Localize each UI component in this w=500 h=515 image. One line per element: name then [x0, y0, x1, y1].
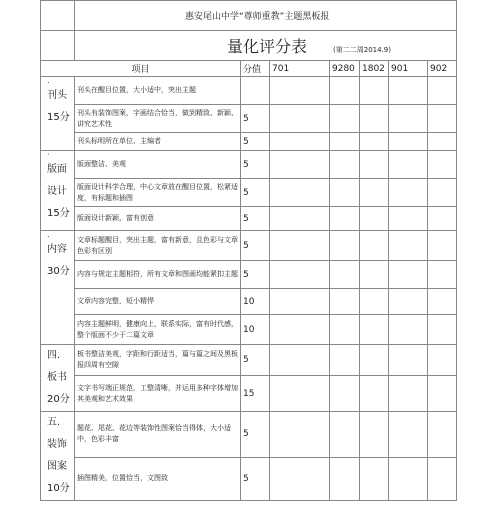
criteria-text: 内容主题鲜明，健康向上，联系实际，富有时代感，整个版面不少于二篇文章 — [75, 315, 241, 345]
criteria-text: 文字书写端正规范，工整清晰，并运用多种字体增加其美观和艺术效果 — [75, 376, 241, 412]
score-entry-cell[interactable] — [428, 207, 457, 231]
score-entry-cell[interactable] — [270, 412, 330, 458]
category-label: 五. — [47, 417, 61, 428]
criteria-row — [41, 231, 457, 261]
max-score: 10 — [241, 315, 270, 345]
column-header-class: 9280 — [330, 61, 360, 77]
score-entry-cell[interactable] — [270, 345, 330, 376]
column-header-class: 701 — [270, 61, 330, 77]
period-date: (第二二周2014.9) — [333, 46, 391, 54]
criteria-row — [41, 457, 457, 500]
max-score: 5 — [241, 207, 270, 231]
max-score: 5 — [241, 261, 270, 289]
category-label: 15分 — [47, 208, 70, 219]
score-entry-cell[interactable] — [389, 231, 428, 261]
score-entry-cell[interactable] — [360, 315, 389, 345]
column-header-class: 1802 — [360, 61, 389, 77]
score-entry-cell[interactable] — [360, 289, 389, 315]
category-label: · — [47, 150, 50, 159]
category-cell — [41, 151, 75, 231]
column-header-score: 分值 — [241, 61, 270, 77]
score-entry-cell[interactable] — [428, 412, 457, 458]
score-entry-cell[interactable] — [330, 179, 360, 207]
criteria-row — [41, 412, 457, 458]
category-label: 装饰 — [47, 439, 67, 450]
max-score: 5 — [241, 412, 270, 458]
score-entry-cell[interactable] — [270, 105, 330, 133]
score-entry-cell[interactable] — [360, 151, 389, 179]
score-entry-cell[interactable] — [428, 376, 457, 412]
score-entry-cell[interactable] — [330, 376, 360, 412]
score-entry-cell[interactable] — [360, 105, 389, 133]
score-entry-cell[interactable] — [428, 77, 457, 105]
score-entry-cell[interactable] — [330, 345, 360, 376]
score-entry-cell[interactable] — [428, 105, 457, 133]
category-cell — [41, 412, 75, 501]
score-entry-cell[interactable] — [270, 133, 330, 151]
category-label: 30分 — [47, 266, 70, 277]
column-header-item: 项目 — [41, 61, 241, 77]
score-entry-cell[interactable] — [270, 207, 330, 231]
category-label: 刊头 — [47, 90, 67, 101]
criteria-row — [41, 315, 457, 345]
score-entry-cell[interactable] — [360, 376, 389, 412]
criteria-row — [41, 261, 457, 289]
score-entry-cell[interactable] — [389, 133, 428, 151]
column-header-class: 901 — [389, 61, 428, 77]
score-entry-cell[interactable] — [360, 77, 389, 105]
category-cell — [41, 345, 75, 412]
criteria-text: 版面整洁、美观 — [75, 151, 241, 179]
scoring-table — [40, 0, 457, 501]
score-entry-cell[interactable] — [360, 179, 389, 207]
criteria-text: 版面设计科学合理，中心文章放在醒目位置，松紧适度，有标题和插图 — [75, 179, 241, 207]
category-label: 15分 — [47, 112, 70, 123]
score-entry-cell[interactable] — [270, 261, 330, 289]
score-entry-cell[interactable] — [389, 179, 428, 207]
max-score: 5 — [241, 151, 270, 179]
form-title: 量化评分表 — [227, 37, 308, 56]
category-label: 版面 — [47, 164, 67, 175]
score-entry-cell[interactable] — [270, 77, 330, 105]
criteria-text: 刊头在醒目位置，大小适中，突出主题 — [75, 77, 241, 105]
score-entry-cell[interactable] — [330, 133, 360, 151]
score-entry-cell[interactable] — [270, 179, 330, 207]
criteria-row — [41, 207, 457, 231]
score-entry-cell[interactable] — [330, 289, 360, 315]
score-entry-cell[interactable] — [428, 457, 457, 500]
max-score: 5 — [241, 105, 270, 133]
score-entry-cell[interactable] — [360, 231, 389, 261]
score-entry-cell[interactable] — [360, 345, 389, 376]
max-score: 5 — [241, 179, 270, 207]
score-entry-cell[interactable] — [389, 77, 428, 105]
score-entry-cell[interactable] — [360, 133, 389, 151]
category-label: 四. — [47, 350, 61, 361]
score-entry-cell[interactable] — [270, 231, 330, 261]
score-entry-cell[interactable] — [389, 412, 428, 458]
category-label: . — [47, 230, 50, 239]
max-score: 5 — [241, 345, 270, 376]
score-entry-cell[interactable] — [330, 77, 360, 105]
score-entry-cell[interactable] — [428, 289, 457, 315]
max-score: 5 — [241, 133, 270, 151]
category-label: 内容 — [47, 244, 67, 255]
score-entry-cell[interactable] — [330, 261, 360, 289]
score-entry-cell[interactable] — [389, 151, 428, 179]
criteria-row — [41, 376, 457, 412]
score-entry-cell[interactable] — [428, 179, 457, 207]
criteria-text: 文章标题醒目，突出主题，富有新意，且色彩与文章色彩有区别 — [75, 231, 241, 261]
corner-cell — [41, 31, 75, 61]
score-entry-cell[interactable] — [389, 207, 428, 231]
criteria-text: 文章内容完整，短小精悍 — [75, 289, 241, 315]
criteria-row — [41, 105, 457, 133]
criteria-row — [41, 151, 457, 179]
score-entry-cell[interactable] — [389, 105, 428, 133]
score-entry-cell[interactable] — [428, 151, 457, 179]
score-entry-cell[interactable] — [330, 412, 360, 458]
score-entry-cell[interactable] — [360, 207, 389, 231]
score-entry-cell[interactable] — [428, 315, 457, 345]
criteria-row — [41, 345, 457, 376]
column-header-class: 902 — [428, 61, 457, 77]
score-entry-cell[interactable] — [330, 151, 360, 179]
score-entry-cell[interactable] — [330, 315, 360, 345]
category-cell — [41, 77, 75, 151]
score-entry-cell[interactable] — [428, 345, 457, 376]
max-score: 5 — [241, 231, 270, 261]
score-entry-cell[interactable] — [270, 151, 330, 179]
score-entry-cell[interactable] — [428, 133, 457, 151]
criteria-text: 插图精美，位置恰当，文图致 — [75, 457, 241, 500]
criteria-text: 刊头有装饰图案，字画结合恰当，做到精致、新颖、讲究艺术性 — [75, 105, 241, 133]
score-entry-cell[interactable] — [428, 261, 457, 289]
category-label: 图案 — [47, 461, 67, 472]
criteria-text: 内容与规定主题相符，所有文章和图画均能紧扣主题 — [75, 261, 241, 289]
criteria-row — [41, 179, 457, 207]
criteria-text: 版面设计新颖，富有创意 — [75, 207, 241, 231]
score-entry-cell[interactable] — [330, 457, 360, 500]
criteria-row — [41, 289, 457, 315]
criteria-row — [41, 77, 457, 105]
score-entry-cell[interactable] — [389, 457, 428, 500]
max-score — [241, 77, 270, 105]
criteria-row — [41, 133, 457, 151]
criteria-text: 刊头标明所在单位、主编者 — [75, 133, 241, 151]
category-label: 20分 — [47, 394, 70, 405]
max-score: 15 — [241, 376, 270, 412]
category-label: 10分 — [47, 483, 70, 494]
criteria-text: 板书整洁美观，字距和行距适当，篇与篇之间及黑板报四周有空隙 — [75, 345, 241, 376]
corner-cell — [41, 1, 75, 31]
score-entry-cell[interactable] — [389, 261, 428, 289]
score-entry-cell[interactable] — [270, 289, 330, 315]
score-entry-cell[interactable] — [330, 231, 360, 261]
max-score: 5 — [241, 457, 270, 500]
score-entry-cell[interactable] — [270, 315, 330, 345]
score-entry-cell[interactable] — [360, 457, 389, 500]
score-entry-cell[interactable] — [330, 207, 360, 231]
score-entry-cell[interactable] — [360, 412, 389, 458]
score-entry-cell[interactable] — [270, 376, 330, 412]
score-entry-cell[interactable] — [389, 345, 428, 376]
category-label: 设计 — [47, 186, 67, 197]
category-label: . — [47, 76, 50, 85]
school-title: 惠安尾山中学“尊师重教”主题黑板报 — [75, 1, 457, 31]
score-entry-cell[interactable] — [428, 231, 457, 261]
score-entry-cell[interactable] — [270, 457, 330, 500]
form-title-cell — [75, 31, 457, 61]
score-entry-cell[interactable] — [330, 105, 360, 133]
score-entry-cell[interactable] — [360, 261, 389, 289]
score-entry-cell[interactable] — [389, 315, 428, 345]
category-label: 板书 — [47, 372, 67, 383]
score-entry-cell[interactable] — [389, 376, 428, 412]
criteria-text: 题花、尾花、花边等装饰性图案恰当得体，大小适中，色彩丰富 — [75, 412, 241, 458]
max-score: 10 — [241, 289, 270, 315]
category-cell — [41, 231, 75, 345]
score-entry-cell[interactable] — [389, 289, 428, 315]
